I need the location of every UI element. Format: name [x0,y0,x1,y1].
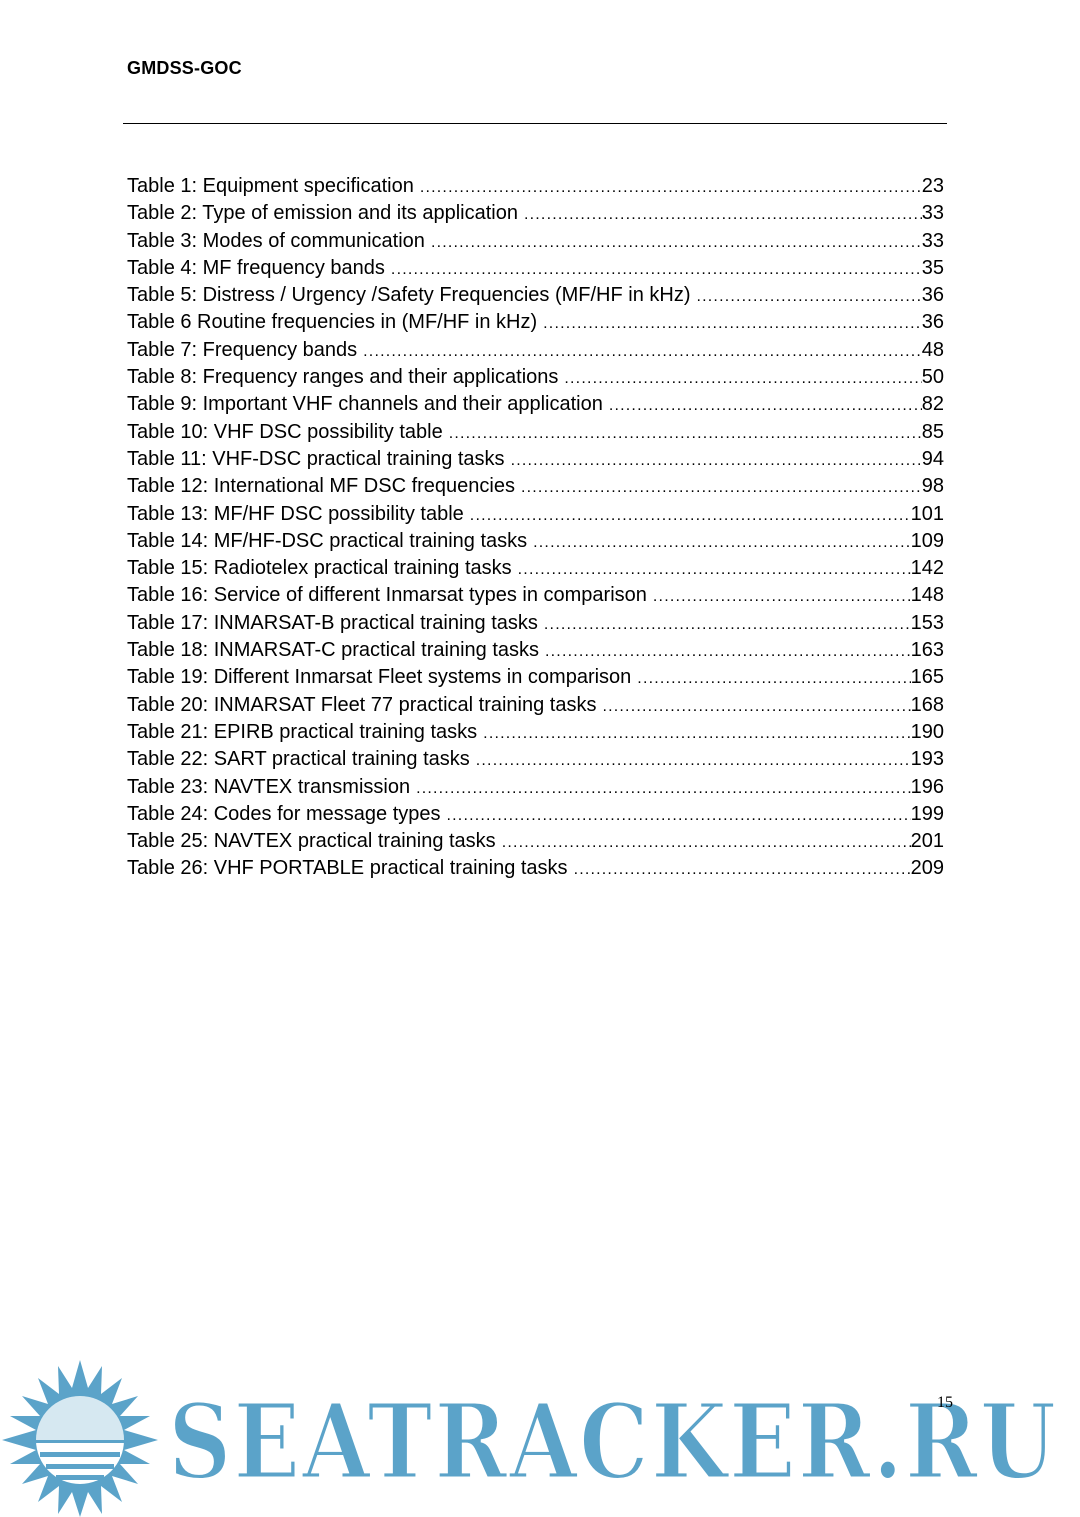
dot-leader [544,611,911,638]
dot-leader [449,420,922,447]
toc-entry-page: 33 [921,202,944,225]
dot-leader [574,856,911,883]
toc-entry-label: Table 8: Frequency ranges and their applications [127,366,559,389]
toc-entry[interactable] [127,801,944,828]
toc-entry-page: 101 [910,502,944,525]
toc-entry-page: 142 [910,557,944,580]
toc-entry-page: 33 [921,229,944,252]
dot-leader [483,720,910,747]
dot-leader [363,338,922,365]
dot-leader [637,665,910,692]
toc-entry-label: Table 7: Frequency bands [127,338,358,361]
toc-entry-label: Table 25: NAVTEX practical training tasks [127,830,496,853]
toc-entry-page: 163 [910,639,944,662]
toc-entry[interactable] [127,391,944,418]
dot-leader [502,829,911,856]
toc-entry[interactable] [127,255,944,282]
dot-leader [416,775,911,802]
dot-leader [609,392,922,419]
toc-entry-label: Table 10: VHF DSC possibility table [127,420,443,443]
dot-leader [533,529,910,556]
toc-entry[interactable] [127,337,944,364]
toc-entry-page: 50 [921,366,944,389]
toc-entry[interactable] [127,528,944,555]
toc-entry-label: Table 1: Equipment specification [127,175,414,197]
toc-entry[interactable] [127,200,944,227]
toc-entry[interactable] [127,719,944,746]
toc-entry[interactable] [127,282,944,309]
toc-entry[interactable] [127,446,944,473]
toc-entry-label: Table 2: Type of emission and its application [127,202,518,225]
toc-entry-page: 48 [921,338,944,361]
toc-entry-label: Table 21: EPIRB practical training tasks [127,720,478,743]
dot-leader [521,474,922,501]
toc-entry-label: Table 20: INMARSAT Fleet 77 practical training tasks [127,693,597,716]
dot-leader [447,802,911,829]
toc-entry-page: 109 [910,529,944,552]
toc-entry-label: Table 24: Codes for message types [127,802,441,825]
toc-entry[interactable] [127,582,944,609]
toc-entry[interactable] [127,501,944,528]
list-of-tables [127,173,944,883]
toc-entry[interactable] [127,774,944,801]
toc-entry-page: 36 [921,284,944,307]
toc-entry-label: Table 3: Modes of communication [127,229,425,252]
toc-entry[interactable] [127,828,944,855]
toc-entry-page: 196 [910,775,944,798]
dot-leader [511,447,922,474]
toc-entry-label: Table 15: Radiotelex practical training tasks [127,557,512,580]
sunburst-icon [2,1360,158,1517]
toc-entry-label: Table 16: Service of different Inmarsat types in comparison [127,584,647,607]
toc-entry-label: Table 19: Different Inmarsat Fleet systems in comparison [127,666,632,689]
toc-entry-page: 209 [910,857,944,880]
dot-leader [420,174,922,201]
toc-entry-label: Table 14: MF/HF-DSC practical training tasks [127,529,528,552]
toc-entry[interactable] [127,364,944,391]
toc-entry[interactable] [127,555,944,582]
toc-entry[interactable] [127,610,944,637]
toc-entry-label: Table 4: MF frequency bands [127,256,385,279]
dot-leader [431,229,922,256]
dot-leader [391,256,922,283]
toc-entry-label: Table 5: Distress / Urgency /Safety Frequencies (MF/HF in kHz) [127,284,691,307]
dot-leader [470,502,911,529]
toc-entry[interactable] [127,173,944,200]
toc-entry[interactable] [127,419,944,446]
dot-leader [545,638,911,665]
dot-leader [602,693,910,720]
toc-entry-page: 148 [910,584,944,607]
toc-entry-label: Table 22: SART practical training tasks [127,748,470,771]
toc-entry-label: Table 26: VHF PORTABLE practical training tasks [127,857,568,880]
toc-entry-label: Table 13: MF/HF DSC possibility table [127,502,464,525]
toc-entry-label: Table 12: International MF DSC frequencies [127,475,515,498]
header-divider [123,123,947,124]
toc-entry-page: 193 [910,748,944,771]
dot-leader [543,310,922,337]
dot-leader [653,583,911,610]
seatracker-watermark-logo [0,1360,1080,1517]
toc-entry[interactable] [127,637,944,664]
toc-entry-page: 85 [921,420,944,443]
dot-leader [524,201,922,228]
toc-entry-label: Table 18: INMARSAT-C practical training tasks [127,639,540,662]
toc-entry[interactable] [127,473,944,500]
toc-entry[interactable] [127,228,944,255]
toc-entry-page: 35 [921,256,944,279]
toc-entry[interactable] [127,855,944,882]
toc-entry-label: Table 9: Important VHF channels and their application [127,393,603,416]
toc-entry-label: Table 17: INMARSAT-B practical training tasks [127,611,538,634]
toc-entry-page: 23 [921,175,944,197]
toc-entry-page: 168 [910,693,944,716]
toc-entry[interactable] [127,309,944,336]
toc-entry-page: 165 [910,666,944,689]
toc-entry-label: Table 11: VHF-DSC practical training tasks [127,447,505,470]
toc-entry[interactable] [127,664,944,691]
toc-entry-page: 82 [921,393,944,416]
toc-entry-page: 94 [921,447,944,470]
watermark-text: SEATRACKER.RU [168,1380,1058,1503]
dot-leader [476,747,911,774]
toc-entry[interactable] [127,692,944,719]
document-header-title: GMDSS-GOC [127,58,242,78]
dot-leader [518,556,911,583]
toc-entry-label: Table 6 Routine frequencies in (MF/HF in kHz) [127,311,538,334]
toc-entry-page: 98 [921,475,944,498]
toc-entry-page: 36 [921,311,944,334]
page-number: 15 [937,1394,953,1411]
toc-entry-page: 201 [910,830,944,853]
toc-entry-page: 153 [910,611,944,634]
toc-entry-label: Table 23: NAVTEX transmission [127,775,411,798]
toc-entry-page: 199 [910,802,944,825]
dot-leader [564,365,921,392]
dot-leader [697,283,922,310]
toc-entry[interactable] [127,746,944,773]
toc-entry-page: 190 [910,720,944,743]
